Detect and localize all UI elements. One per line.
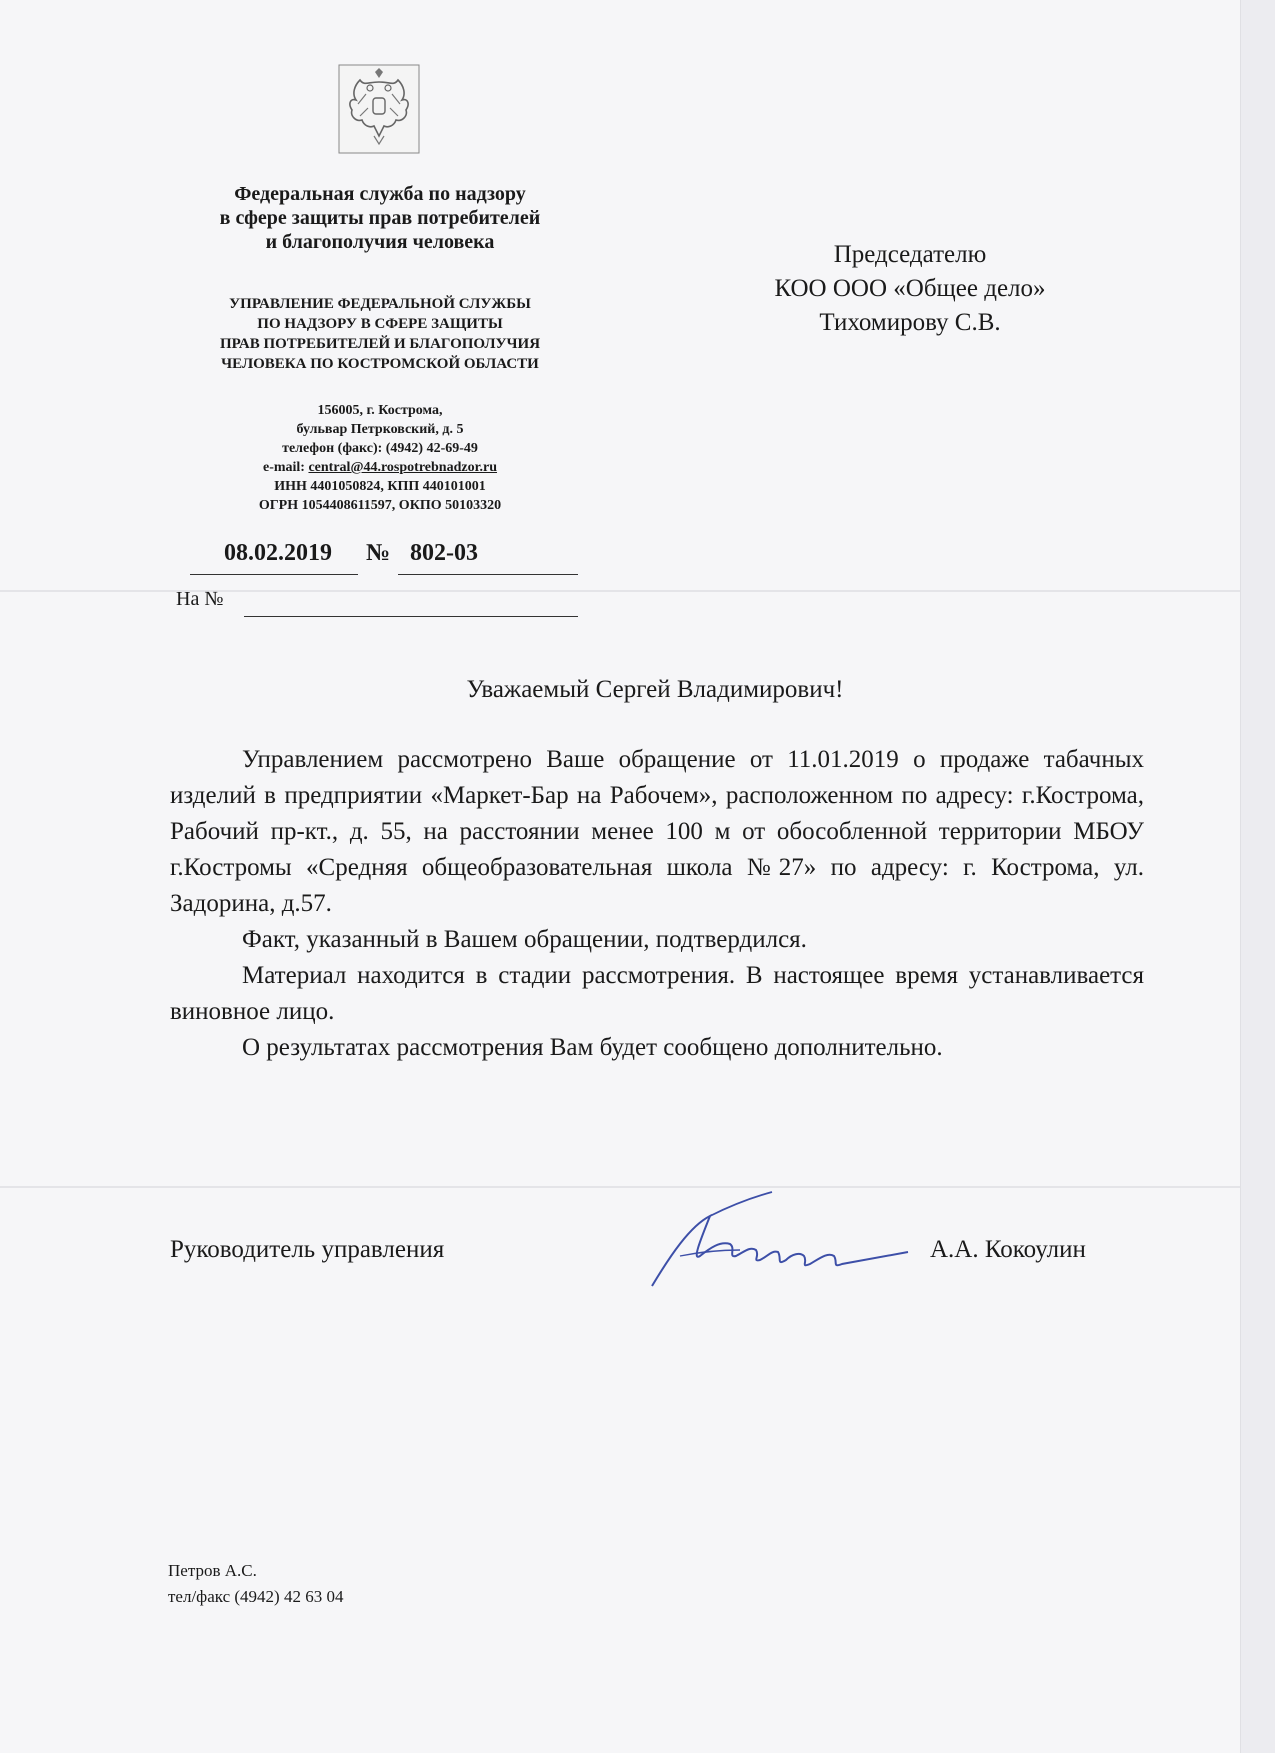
address-line: 156005, г. Кострома,	[317, 403, 443, 418]
addressee-line: Тихомирову С.В.	[819, 309, 1001, 336]
inn-line: ИНН 4401050824, КПП 440101001	[274, 479, 486, 494]
letter-number: 802-03	[410, 540, 478, 566]
executor-info	[168, 1558, 343, 1610]
ogrn-line: ОГРН 1054408611597, ОКПО 50103320	[258, 498, 502, 513]
agency-name-line: в сфере защиты прав потребителей	[219, 207, 541, 229]
addressee-line: Председателю	[833, 241, 987, 268]
body-paragraph: Факт, указанный в Вашем обращении, подтвердился.	[242, 926, 807, 953]
addressee-line: КОО ООО «Общее дело»	[774, 275, 1046, 302]
agency-name	[150, 182, 610, 254]
body-paragraph: Материал находится в стадии рассмотрения. В настоящее время устанавливается виновное лицо.	[170, 962, 1144, 1025]
executor-phone: тел/факс (4942) 42 63 04	[168, 1587, 344, 1606]
office-name-line: ЧЕЛОВЕКА ПО КОСТРОМСКОЙ ОБЛАСТИ	[221, 356, 539, 372]
agency-name-line: Федеральная служба по надзору	[234, 183, 526, 205]
office-name-line: ПРАВ ПОТРЕБИТЕЛЕЙ И БЛАГОПОЛУЧИЯ	[219, 336, 541, 352]
body-paragraph: Управлением рассмотрено Ваше обращение от 11.01.2019 о продаже табачных изделий в предприятии «Маркет-Бар на Рабочем», расположенном по адресу: г.Кострома, Рабочий пр-кт., д. 55, на расстоянии менее 100 м от обособленной территории МБОУ г.Костромы «Средняя общеобразовательная школа №27» по адресу: г. Кострома, ул. Задорина, д.57.	[170, 746, 1144, 917]
phone-line: телефон (факс): (4942) 42-69-49	[282, 441, 478, 456]
addressee-block	[730, 238, 1090, 340]
office-name-line: ПО НАДЗОРУ В СФЕРЕ ЗАЩИТЫ	[257, 316, 503, 332]
handwritten-signature	[640, 1186, 910, 1296]
paper-edge	[1240, 0, 1275, 1753]
russian-coat-of-arms-icon	[338, 64, 420, 154]
letter-body	[170, 742, 1144, 1066]
email-label: e-mail:	[262, 460, 309, 475]
signatory-name: А.А. Кокоулин	[930, 1236, 1086, 1263]
address-line: бульвар Петрковский, д. 5	[296, 422, 464, 437]
paper-fold	[0, 1186, 1275, 1188]
letter-date: 08.02.2019	[224, 540, 332, 566]
reply-reference-underline	[244, 616, 578, 617]
email-link[interactable]: central@44.rospotrebnadzor.ru	[308, 460, 498, 475]
office-name-line: УПРАВЛЕНИЕ ФЕДЕРАЛЬНОЙ СЛУЖБЫ	[229, 296, 531, 312]
executor-name: Петров А.С.	[168, 1561, 257, 1580]
number-sign: №	[366, 540, 391, 566]
number-underline	[398, 574, 578, 575]
reply-reference-label: На №	[176, 588, 224, 610]
signatory-title: Руководитель управления	[170, 1236, 445, 1263]
email-line	[150, 458, 610, 477]
agency-name-line: и благополучия человека	[265, 231, 495, 253]
salutation: Уважаемый Сергей Владимирович!	[466, 676, 844, 703]
body-paragraph: О результатах рассмотрения Вам будет сообщено дополнительно.	[242, 1034, 943, 1061]
office-contacts	[150, 401, 610, 515]
date-underline	[190, 574, 358, 575]
office-name	[150, 294, 610, 374]
